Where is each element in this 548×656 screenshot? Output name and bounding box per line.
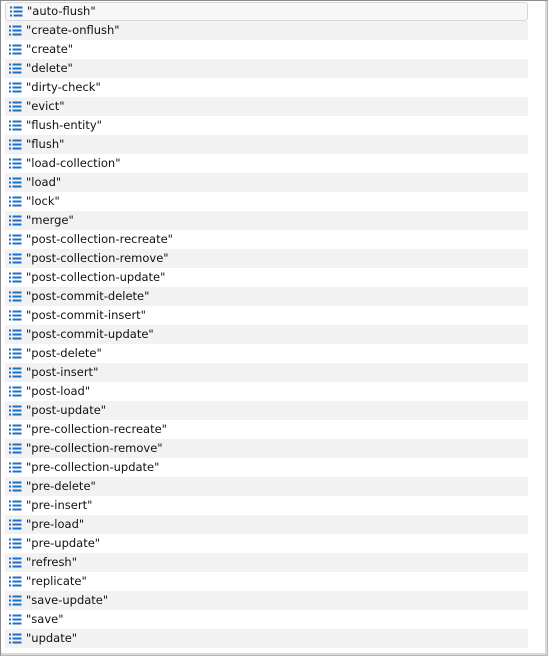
list-item[interactable] [5, 629, 528, 648]
list-item-label: "post-commit-insert" [26, 308, 146, 322]
list-item-label: "post-load" [26, 384, 91, 398]
list-icon [9, 215, 22, 226]
list-icon [9, 538, 22, 549]
list-item[interactable] [5, 496, 528, 515]
list-icon [9, 139, 22, 150]
list-icon [9, 310, 22, 321]
list-item[interactable] [5, 287, 528, 306]
list-item-label: "merge" [26, 213, 74, 227]
list-icon [9, 63, 22, 74]
list-item-label: "replicate" [26, 574, 87, 588]
list-item-label: "save-update" [26, 593, 109, 607]
list-icon [9, 405, 22, 416]
list-item[interactable] [5, 78, 528, 97]
list-icon [9, 443, 22, 454]
list-item-label: "post-delete" [26, 346, 102, 360]
list-item-label: "lock" [26, 194, 60, 208]
list-item-label: "create-onflush" [26, 23, 120, 37]
list-item[interactable] [5, 420, 528, 439]
list-item-label: "auto-flush" [27, 4, 96, 18]
list-icon [9, 158, 22, 169]
list-item-label: "pre-collection-update" [26, 460, 160, 474]
list-item-label: "refresh" [26, 555, 78, 569]
list-item[interactable] [5, 363, 528, 382]
list-item[interactable] [5, 154, 528, 173]
list-item-label: "pre-collection-recreate" [26, 422, 167, 436]
list-item-label: "post-insert" [26, 365, 99, 379]
list-icon [9, 424, 22, 435]
list-icon [9, 614, 22, 625]
list-item-label: "flush" [26, 137, 65, 151]
list-icon [9, 25, 22, 36]
list-item-label: "pre-load" [26, 517, 85, 531]
list-item-label: "dirty-check" [26, 80, 101, 94]
list-item[interactable] [5, 2, 528, 21]
list-icon [9, 595, 22, 606]
list-item-label: "pre-collection-remove" [26, 441, 163, 455]
list-item-label: "pre-insert" [26, 498, 93, 512]
list-icon [9, 329, 22, 340]
list-item-label: "save" [26, 612, 64, 626]
list-item[interactable] [5, 192, 528, 211]
list-icon [9, 557, 22, 568]
list-item-label: "load" [26, 175, 62, 189]
list-item-label: "flush-entity" [26, 118, 102, 132]
list-item[interactable] [5, 173, 528, 192]
panel-right-edge [545, 1, 547, 655]
list-item-label: "evict" [26, 99, 65, 113]
list-item[interactable] [5, 268, 528, 287]
list-icon [9, 462, 22, 473]
list-item[interactable] [5, 591, 528, 610]
list-icon [9, 120, 22, 131]
list-icon [9, 519, 22, 530]
list-icon [9, 101, 22, 112]
list-icon [9, 196, 22, 207]
list-item-label: "post-update" [26, 403, 107, 417]
list-item[interactable] [5, 382, 528, 401]
list-item[interactable] [5, 439, 528, 458]
list-item[interactable] [5, 97, 528, 116]
list-item-label: "post-collection-update" [26, 270, 166, 284]
list-item-label: "post-commit-delete" [26, 289, 150, 303]
list-icon [9, 234, 22, 245]
list-icon [9, 481, 22, 492]
list-icon [9, 44, 22, 55]
list-item[interactable] [5, 306, 528, 325]
list-item-label: "post-collection-remove" [26, 251, 169, 265]
list-icon [9, 177, 22, 188]
list-item[interactable] [5, 401, 528, 420]
list-item-label: "post-commit-update" [26, 327, 154, 341]
list-item[interactable] [5, 21, 528, 40]
list-icon [9, 386, 22, 397]
event-type-list [5, 2, 528, 648]
list-icon [10, 6, 23, 17]
list-item-label: "delete" [26, 61, 73, 75]
list-item[interactable] [5, 534, 528, 553]
list-item[interactable] [5, 59, 528, 78]
list-icon [9, 291, 22, 302]
list-item[interactable] [5, 610, 528, 629]
list-item[interactable] [5, 344, 528, 363]
list-item[interactable] [5, 325, 528, 344]
list-item[interactable] [5, 553, 528, 572]
list-item[interactable] [5, 230, 528, 249]
list-item[interactable] [5, 572, 528, 591]
list-item-label: "post-collection-recreate" [26, 232, 173, 246]
list-icon [9, 272, 22, 283]
list-icon [9, 500, 22, 511]
list-icon [9, 633, 22, 644]
list-item-label: "load-collection" [26, 156, 121, 170]
list-icon [9, 82, 22, 93]
list-icon [9, 348, 22, 359]
list-item-label: "update" [26, 631, 78, 645]
list-item[interactable] [5, 211, 528, 230]
list-item-label: "pre-delete" [26, 479, 96, 493]
list-icon [9, 576, 22, 587]
list-icon [9, 367, 22, 378]
list-item[interactable] [5, 515, 528, 534]
list-item-label: "create" [26, 42, 74, 56]
list-item[interactable] [5, 249, 528, 268]
list-item-label: "pre-update" [26, 536, 101, 550]
list-item[interactable] [5, 458, 528, 477]
list-icon [9, 253, 22, 264]
list-item[interactable] [5, 116, 528, 135]
list-item[interactable] [5, 135, 528, 154]
list-item[interactable] [5, 40, 528, 59]
list-item[interactable] [5, 477, 528, 496]
panel-bottom-edge [1, 653, 547, 655]
